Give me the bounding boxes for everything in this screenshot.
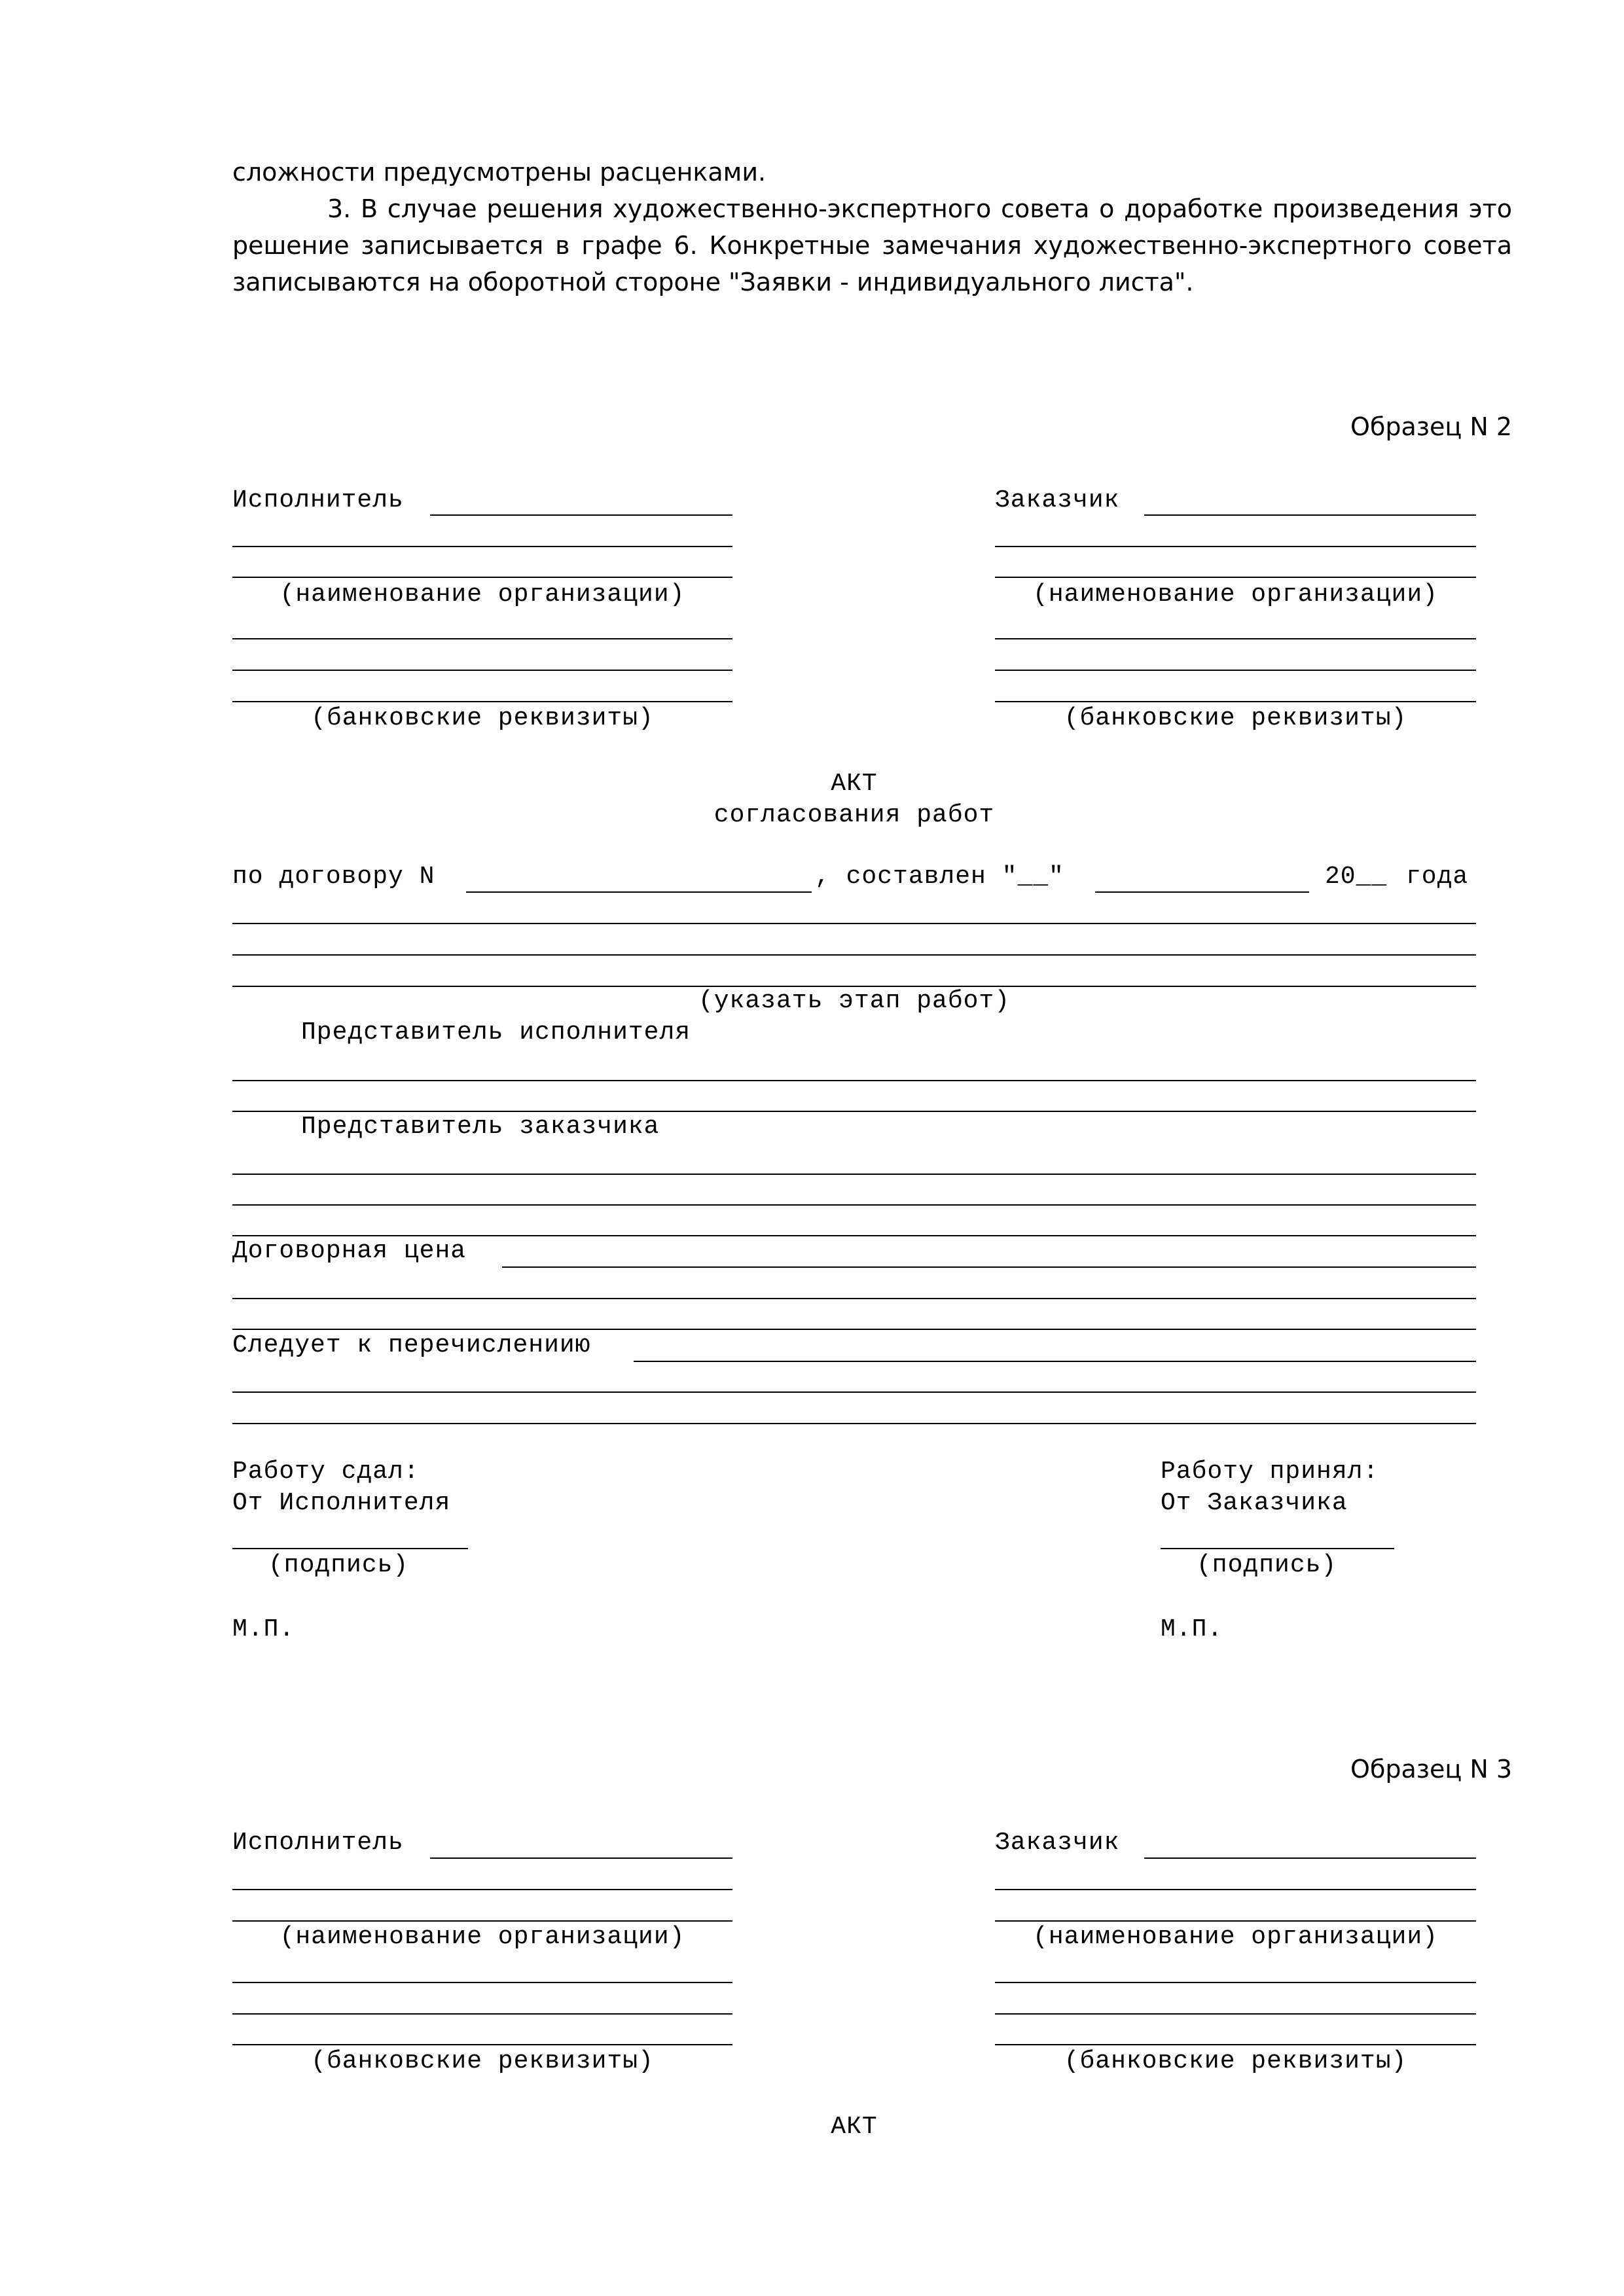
contract-month-line[interactable] [1095, 891, 1309, 893]
executor-org-caption: (наименование организации) [280, 581, 685, 609]
executor-representative-label: Представитель исполнителя [301, 1018, 691, 1047]
executor-name-line[interactable] [430, 514, 732, 516]
s3-customer-bank-line-2[interactable] [995, 2013, 1476, 2015]
act-title: АКТ [831, 770, 878, 798]
customer-bank-caption: (банковские реквизиты) [1064, 704, 1407, 732]
left-signature-line[interactable] [232, 1548, 468, 1549]
customer-rep-line-1[interactable] [232, 1174, 1476, 1175]
year-label: года [1406, 863, 1469, 891]
s3-customer-bank-line-1[interactable] [995, 1982, 1476, 1983]
executor-name-line-3[interactable] [232, 577, 732, 578]
customer-label: Заказчик [995, 486, 1120, 514]
right-sign-from: От Заказчика [1161, 1489, 1348, 1517]
sample-3-heading: Образец N 3 [1350, 1755, 1512, 1784]
customer-name-line-3[interactable] [995, 577, 1476, 578]
left-sign-from: От Исполнителя [232, 1489, 451, 1517]
s3-customer-bank-line-3[interactable] [995, 2044, 1476, 2045]
price-line-3[interactable] [232, 1329, 1476, 1330]
customer-name-line-2[interactable] [995, 546, 1476, 547]
executor-name-line-2[interactable] [232, 546, 732, 547]
transfer-line-2[interactable] [232, 1391, 1476, 1393]
transfer-line-3[interactable] [232, 1423, 1476, 1424]
contract-label: по договору N [232, 863, 435, 891]
s3-executor-bank-line-3[interactable] [232, 2044, 732, 2045]
s3-executor-name-line-2[interactable] [232, 1889, 732, 1890]
customer-bank-line-2[interactable] [995, 670, 1476, 671]
left-seal: М.П. [232, 1615, 295, 1643]
executor-bank-line-1[interactable] [232, 638, 732, 639]
price-line-1[interactable] [502, 1266, 1476, 1268]
customer-name-line[interactable] [1144, 514, 1476, 516]
s3-executor-org-caption: (наименование организации) [280, 1923, 685, 1951]
customer-rep-line-2[interactable] [232, 1204, 1476, 1206]
customer-bank-line-1[interactable] [995, 638, 1476, 639]
right-seal: М.П. [1161, 1615, 1223, 1643]
price-line-2[interactable] [232, 1298, 1476, 1299]
s3-act-title: АКТ [831, 2113, 878, 2141]
transfer-line-1[interactable] [634, 1361, 1476, 1362]
s3-customer-name-line-2[interactable] [995, 1889, 1476, 1890]
right-signature-caption: (подпись) [1197, 1551, 1337, 1579]
s3-executor-bank-caption: (банковские реквизиты) [311, 2047, 654, 2075]
executor-bank-caption: (банковские реквизиты) [311, 704, 654, 732]
customer-bank-line-3[interactable] [995, 701, 1476, 702]
customer-representative-label: Представитель заказчика [301, 1113, 660, 1141]
s3-customer-label: Заказчик [995, 1829, 1120, 1857]
stage-line-1[interactable] [232, 923, 1476, 924]
act-subtitle: согласования работ [713, 801, 995, 829]
composed-label: , составлен "__" [815, 863, 1064, 891]
intro-line-1: сложности предусмотрены расценками. [232, 158, 767, 187]
s3-executor-bank-line-2[interactable] [232, 2013, 732, 2015]
right-sign-title: Работу принял: [1161, 1458, 1379, 1486]
executor-rep-line-2[interactable] [232, 1111, 1476, 1112]
stage-caption: (указать этап работ) [698, 987, 1011, 1015]
customer-rep-line-3[interactable] [232, 1235, 1476, 1236]
s3-customer-name-line-3[interactable] [995, 1920, 1476, 1922]
price-label: Договорная цена [232, 1237, 467, 1265]
s3-executor-label: Исполнитель [232, 1829, 404, 1857]
executor-bank-line-3[interactable] [232, 701, 732, 702]
customer-org-caption: (наименование организации) [1033, 581, 1438, 609]
sample-2-heading: Образец N 2 [1350, 412, 1512, 441]
left-sign-title: Работу сдал: [232, 1458, 420, 1486]
contract-number-line[interactable] [466, 891, 812, 893]
s3-customer-bank-caption: (банковские реквизиты) [1064, 2047, 1407, 2075]
executor-rep-line-1[interactable] [232, 1080, 1476, 1081]
intro-paragraph-3: 3. В случае решения художественно-экспертного совета о доработке произведения это решение записывается в графе 6. Конкретные замечания художественно-экспертного совета записываются на оборотной стороне "Заявки - индивидуального листа". [232, 194, 1512, 296]
s3-executor-name-line-3[interactable] [232, 1920, 732, 1922]
s3-customer-name-line[interactable] [1144, 1857, 1476, 1859]
s3-executor-bank-line-1[interactable] [232, 1982, 732, 1983]
transfer-label: Следует к перечислениию [232, 1331, 591, 1359]
stage-line-2[interactable] [232, 954, 1476, 956]
s3-customer-org-caption: (наименование организации) [1033, 1923, 1438, 1951]
intro-text [232, 154, 1512, 300]
year-prefix: 20__ [1325, 863, 1388, 891]
executor-bank-line-2[interactable] [232, 670, 732, 671]
right-signature-line[interactable] [1161, 1548, 1394, 1549]
executor-label: Исполнитель [232, 486, 404, 514]
s3-executor-name-line[interactable] [430, 1857, 732, 1859]
left-signature-caption: (подпись) [268, 1551, 409, 1579]
